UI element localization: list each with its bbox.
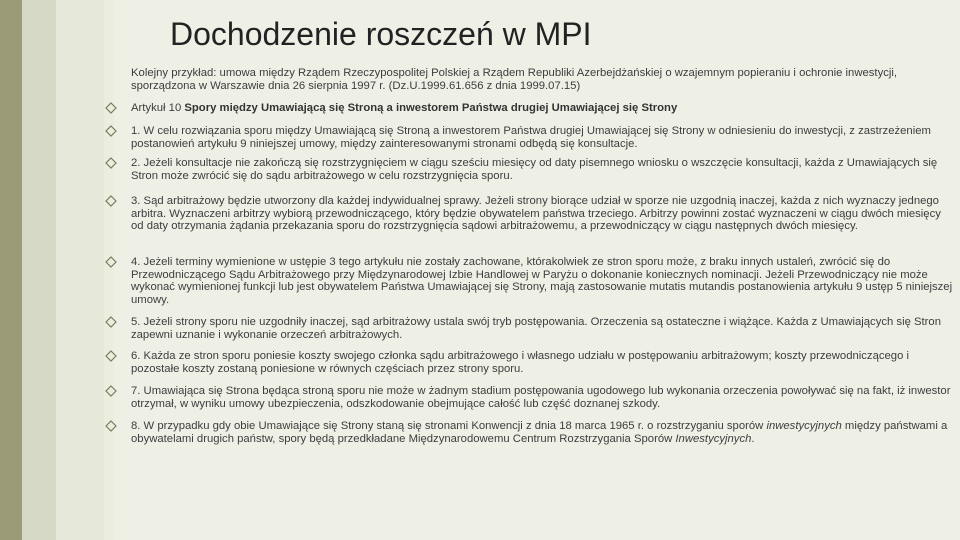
diamond-outline-icon xyxy=(105,195,117,207)
item-text-part: Kolejny przykład: umowa między Rządem Rzeczypospolitej Polskiej a Rządem Republiki Azerbejdżańskiej o wzajemnym popieraniu i ochronie inwestycji, sporządzona w Warszawie dnia 26 sierpnia 1997 r. (Dz.U.1999.61.656 z dnia 1999.07.15) xyxy=(131,67,898,92)
list-item xyxy=(105,195,955,233)
left-decor-band xyxy=(22,0,56,540)
slide-title: Dochodzenie roszczeń w MPI xyxy=(170,16,592,52)
diamond-outline-icon xyxy=(105,157,117,169)
list-item xyxy=(105,67,955,92)
left-decor-band xyxy=(56,0,104,540)
item-text-italic: Inwestycyjnych xyxy=(675,432,752,445)
item-text xyxy=(131,157,955,182)
diamond-outline-icon xyxy=(105,125,117,137)
list-item xyxy=(105,125,955,150)
item-text-part: 1. W celu rozwiązania sporu między Umawiającą się Stroną a inwestorem Państwa drugiej Umawiającej się Strony w odniesieniu do inwestycji, z zastrzeżeniem postanowień artykułu 9 niniejszej umowy, między zainteresowanymi stronami odbędą się konsultacje. xyxy=(131,125,931,150)
item-text-italic: inwestycyjnych xyxy=(766,420,842,432)
diamond-outline-icon xyxy=(105,316,117,328)
item-text-part: 7. Umawiająca się Strona będąca stroną sporu nie może w żadnym stadium postępowania ugodowego lub wykonania orzeczenia powoływać się na fakt, iż inwestor otrzymał, w wyniku umowy ubezpieczenia, odszkodowanie obejmujące całość lub część doznanej szkody. xyxy=(131,385,951,410)
item-text-part: 8. W przypadku gdy obie Umawiające się Strony staną się stronami Konwencji z dnia 18 marca 1965 r. o rozstrzyganiu sporów xyxy=(131,420,767,432)
diamond-outline-icon xyxy=(105,102,117,114)
list-item xyxy=(105,102,955,115)
item-text xyxy=(131,67,955,92)
item-text-part: 6. Każda ze stron sporu poniesie koszty swojego członka sądu arbitrażowego i własnego udziału w postępowaniu arbitrażowym; koszty przewodniczącego i pozostałe koszty zostaną poniesione w równych częściach przez strony sporu. xyxy=(131,350,910,375)
item-text xyxy=(131,316,955,341)
diamond-outline-icon xyxy=(105,256,117,268)
item-text xyxy=(131,420,955,445)
item-text-bold: Spory między Umawiającą się Stroną a inwestorem Państwa drugiej Umawiającej się Strony xyxy=(184,102,678,114)
list-item xyxy=(105,385,955,410)
item-text xyxy=(131,256,955,306)
item-text-part: 4. Jeżeli terminy wymienione w ustępie 3 tego artykułu nie zostały zachowane, którakolwiek ze stron sporu może, z braku innych ustaleń, zwrócić się do Przewodniczącego Sądu Arbitrażowego przy Międzynarodowej Izbie Handlowej w Paryżu o dokonanie koniecznych nominacji. Jeżeli Przewodniczący nie może wykonać wymienionej funkcji lub jest obywatelem Państwa Umawiającej się Strony, mają zastosowanie mutatis mutandis postanowienia artykułu 9 ustęp 5 niniejszej umowy. xyxy=(131,256,953,306)
list-item xyxy=(105,256,955,306)
item-text-part: . xyxy=(751,432,755,445)
item-text-part: 2. Jeżeli konsultacje nie zakończą się rozstrzygnięciem w ciągu sześciu miesięcy od daty pisemnego wniosku o wszczęcie konsultacji, każda z Umawiających się Stron może zwrócić się do sądu arbitrażowego w celu rozstrzygnięcia sporu. xyxy=(131,157,938,182)
item-text xyxy=(131,102,955,115)
item-text xyxy=(131,195,955,233)
item-text-part: 3. Sąd arbitrażowy będzie utworzony dla każdej indywidualnej sprawy. Jeżeli strony biorące udział w sporze nie uzgodnią inaczej, każda z nich wyznaczy jednego arbitra. Wyznaczeni arbitrzy wybiorą przewodniczącego, który będzie obywatelem państwa trzeciego. Arbitrzy powinni zostać wyznaczeni w ciągu dwóch miesięcy od daty otrzymania żądania przekazania sporu do rozstrzygnięcia sądowi arbitrażowemu, a przewodniczący w ciągu następnych dwóch miesięcy. xyxy=(131,195,941,233)
item-text-part: 5. Jeżeli strony sporu nie uzgodniły inaczej, sąd arbitrażowy ustala swój tryb postępowania. Orzeczenia są ostateczne i wiążące. Każda z Umawiających się Stron zapewni uznanie i wykonanie orzeczeń arbitrażowych. xyxy=(131,316,942,341)
left-accent-band xyxy=(0,0,22,540)
list-item xyxy=(105,350,955,375)
list-item xyxy=(105,157,955,182)
diamond-outline-icon xyxy=(105,350,117,362)
diamond-outline-icon xyxy=(105,420,117,432)
list-item xyxy=(105,316,955,341)
item-text xyxy=(131,385,955,410)
item-text-part: między państwami a obywatelami drugich państw, spory będą przedkładane Międzynarodowemu Centrum Rozstrzygania Sporów xyxy=(131,420,948,445)
item-text xyxy=(131,350,955,375)
item-text xyxy=(131,125,955,150)
list-item xyxy=(105,420,955,445)
item-text-part: Artykuł 10 xyxy=(131,102,185,114)
diamond-outline-icon xyxy=(105,385,117,397)
